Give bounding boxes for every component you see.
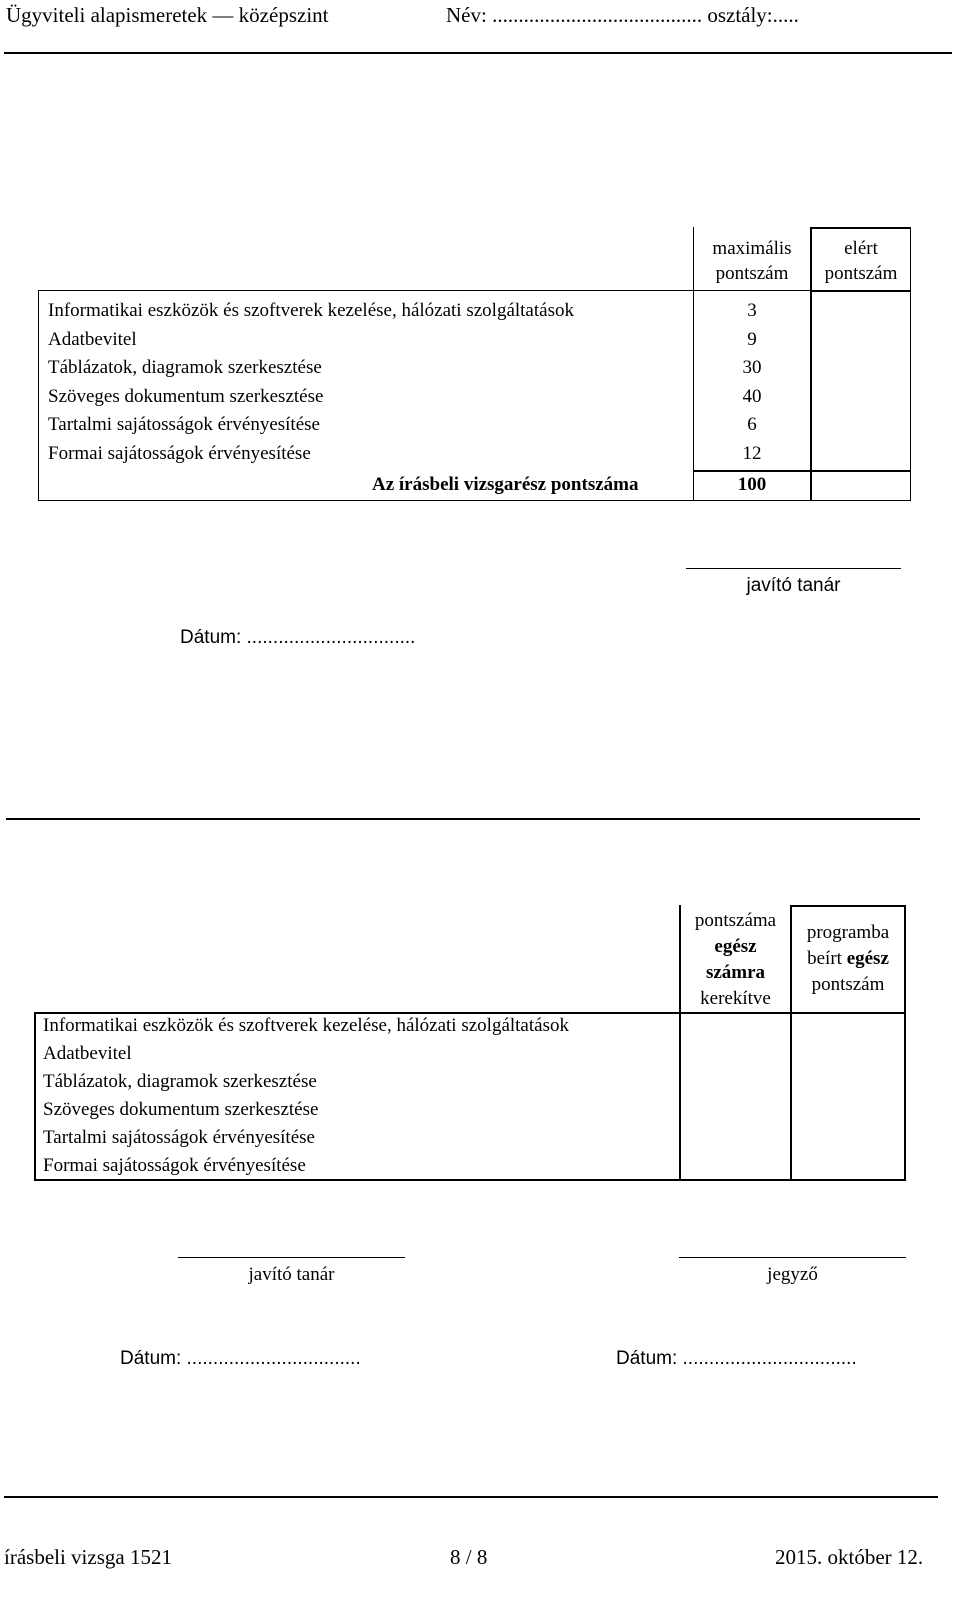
table-row-label: Táblázatok, diagramok szerkesztése — [48, 357, 322, 378]
table-row-label: Formai sajátosságok érvényesítése — [43, 1155, 306, 1176]
col-entered-header-word: beírt — [807, 948, 847, 969]
header-divider — [4, 52, 952, 54]
table-row-label: Formai sajátosságok érvényesítése — [48, 443, 311, 464]
table-border — [904, 905, 906, 1181]
signature-line — [178, 1257, 405, 1258]
date-field-clerk: Dátum: ................................. — [616, 1348, 857, 1369]
table-border — [34, 1012, 906, 1014]
table-border — [910, 227, 911, 501]
col-rounded-header-line4: kerekítve — [700, 988, 771, 1009]
col-reached-header-line1: elért — [844, 238, 878, 259]
page-number: 8 / 8 — [450, 1545, 488, 1569]
col-entered-header — [792, 920, 904, 998]
table-row-label: Tartalmi sajátosságok érvényesítése — [48, 414, 320, 435]
col-max-header-line1: maximális — [712, 238, 792, 259]
table-row-max: 6 — [747, 414, 757, 435]
table-border — [810, 290, 911, 292]
col-entered-header-line2 — [792, 946, 904, 972]
col-rounded-header-line2: egész — [714, 936, 757, 957]
col-entered-header-line1: programba — [806, 922, 890, 943]
table-row-label: Szöveges dokumentum szerkesztése — [48, 386, 324, 407]
signature-role-clerk: jegyző — [767, 1264, 818, 1285]
col-entered-header-line3: pontszám — [811, 974, 885, 995]
table-row-label: Táblázatok, diagramok szerkesztése — [43, 1071, 317, 1092]
section-divider — [6, 818, 920, 820]
table-row-label: Tartalmi sajátosságok érvényesítése — [43, 1127, 315, 1148]
signature-line — [686, 568, 901, 569]
footer-divider — [4, 1496, 938, 1498]
table-row-label: Adatbevitel — [48, 329, 137, 350]
table-row-max: 3 — [747, 300, 757, 321]
col-rounded-header-line1: pontszáma — [694, 910, 777, 931]
total-value: 100 — [737, 474, 767, 495]
table-row-max: 9 — [747, 329, 757, 350]
footer-exam: írásbeli vizsga 1521 — [4, 1545, 172, 1569]
table-border — [693, 470, 911, 472]
signature-role-teacher: javító tanár — [248, 1264, 335, 1285]
header-title: Ügyviteli alapismeretek — középszint — [6, 3, 329, 27]
table-row-label: Informatikai eszközök és szoftverek kezelése, hálózati szolgáltatások — [48, 300, 574, 321]
col-max-header — [694, 236, 810, 286]
col-rounded-header-line3: számra — [705, 962, 766, 983]
col-rounded-header — [681, 908, 790, 1012]
table-row-max: 40 — [742, 386, 762, 407]
col-reached-header-line2: pontszám — [824, 263, 898, 284]
col-reached-header — [812, 236, 910, 286]
table-border — [810, 227, 911, 229]
signature-line — [679, 1257, 906, 1258]
header-name-class: Név: ........................................ osztály:..... — [446, 3, 799, 27]
table-row-max: 30 — [742, 357, 762, 378]
table-row-label: Adatbevitel — [43, 1043, 132, 1064]
col-entered-header-bold: egész — [846, 948, 889, 969]
table-border — [34, 1012, 36, 1181]
total-label: Az írásbeli vizsgarész pontszáma — [372, 474, 639, 495]
table-border — [38, 290, 911, 291]
date-field: Dátum: ................................ — [180, 627, 416, 648]
table-border — [790, 905, 906, 907]
table-border — [34, 1179, 906, 1181]
col-max-header-line2: pontszám — [715, 263, 789, 284]
footer-date: 2015. október 12. — [775, 1545, 924, 1569]
table-row-max: 12 — [742, 443, 762, 464]
table-border — [38, 290, 39, 501]
table-row-label: Szöveges dokumentum szerkesztése — [43, 1099, 319, 1120]
signature-role: javító tanár — [746, 575, 841, 596]
date-field-teacher: Dátum: ................................. — [120, 1348, 361, 1369]
table-row-label: Informatikai eszközök és szoftverek kezelése, hálózati szolgáltatások — [43, 1015, 569, 1036]
table-border — [38, 500, 911, 501]
